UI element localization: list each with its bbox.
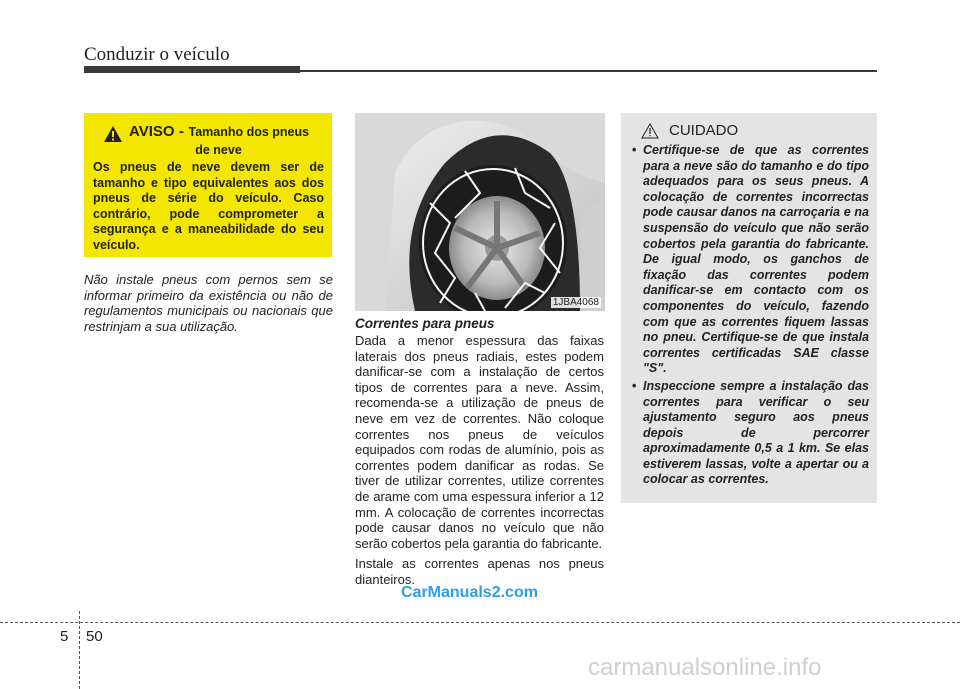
header-rule-thick <box>84 66 300 73</box>
snow-chains-heading: Correntes para pneus <box>355 316 495 331</box>
overlay-watermark: CarManuals2.com <box>401 584 538 601</box>
snow-chains-paragraph-1: Dada a menor espessura das faixas laterais dos pneus radiais, estes podem danificar-se com a instalação de certos tipos de correntes para a neve. Assim, recomenda-se a utilização de pneus de neve em vez de correntes. Não coloque correntes nos pneus de veículos equipados com rodas de alumínio, pois as correntes podem danificar as rodas. Se tiver de utilizar correntes, utilize correntes de arame com uma espessura inferior a 12 mm. A colocação de correntes incorrectas pode causar danos no veículo que não serão cobertos pela garantia do fabricante. <box>355 333 604 551</box>
header-rule-thin <box>300 70 877 72</box>
tire-chain-illustration <box>355 113 605 311</box>
warning-triangle-icon <box>103 125 123 143</box>
caution-title: CUIDADO <box>669 122 739 139</box>
page-number: 50 <box>86 628 103 645</box>
caution-box <box>621 113 877 503</box>
photo-code-label: 1JBA4068 <box>552 297 599 308</box>
page-header-title: Conduzir o veículo <box>84 44 230 65</box>
warning-dash: - <box>179 123 185 140</box>
warning-body: Os pneus de neve devem ser de tamanho e tipo equivalentes aos dos pneus de série do veículo. Caso contrário, pode comprometer a segurança e a maneabilidade do seu veículo. <box>93 160 324 252</box>
caution-list <box>629 143 869 488</box>
site-watermark: carmanualsonline.info <box>588 654 822 681</box>
caution-item: • Inspeccione sempre a instalação das correntes para verificar o seu ajustamento seguro aos pneus depois de percorrer aproximadamente 0,5 a 1 km. Se elas estiverem lassas, volte a apertar ou a colocar as correntes. <box>632 378 869 487</box>
caution-item: • Certifique-se de que as correntes para a neve são do tamanho e do tipo adequados para os seus pneus. A colocação de correntes incorrectas pode causar danos na carroçaria e na suspensão do veículo que não serão cobertos pela garantia do fabricante. De igual modo, os ganchos de fixação das correntes podem danificar-se em contacto com os componentes do veículo, fazendo com que as correntes fiquem lassas no pneu. Certifique-se de que instala correntes certificadas SAE classe "S". <box>632 143 869 376</box>
tire-chain-photo <box>355 113 605 311</box>
caution-triangle-icon <box>641 123 659 139</box>
warning-title-row <box>103 123 324 143</box>
warning-subtitle: Tamanho dos pneus <box>188 125 310 139</box>
warning-label: AVISO <box>129 123 175 140</box>
caution-title-row <box>641 122 869 139</box>
chapter-number: 5 <box>60 628 69 645</box>
footer-rule <box>0 622 960 623</box>
snow-chains-paragraph-2: Instale as correntes apenas nos pneus dianteiros. <box>355 556 604 587</box>
snow-chains-body <box>355 333 604 593</box>
footer-divider <box>79 611 80 689</box>
warning-subtitle-line2: de neve <box>195 143 242 157</box>
studded-tires-note: Não instale pneus com pernos sem se informar primeiro da existência ou não de regulamentos municipais ou nacionais que restrinjam a sua utilização. <box>84 272 333 334</box>
warning-box <box>84 113 332 257</box>
